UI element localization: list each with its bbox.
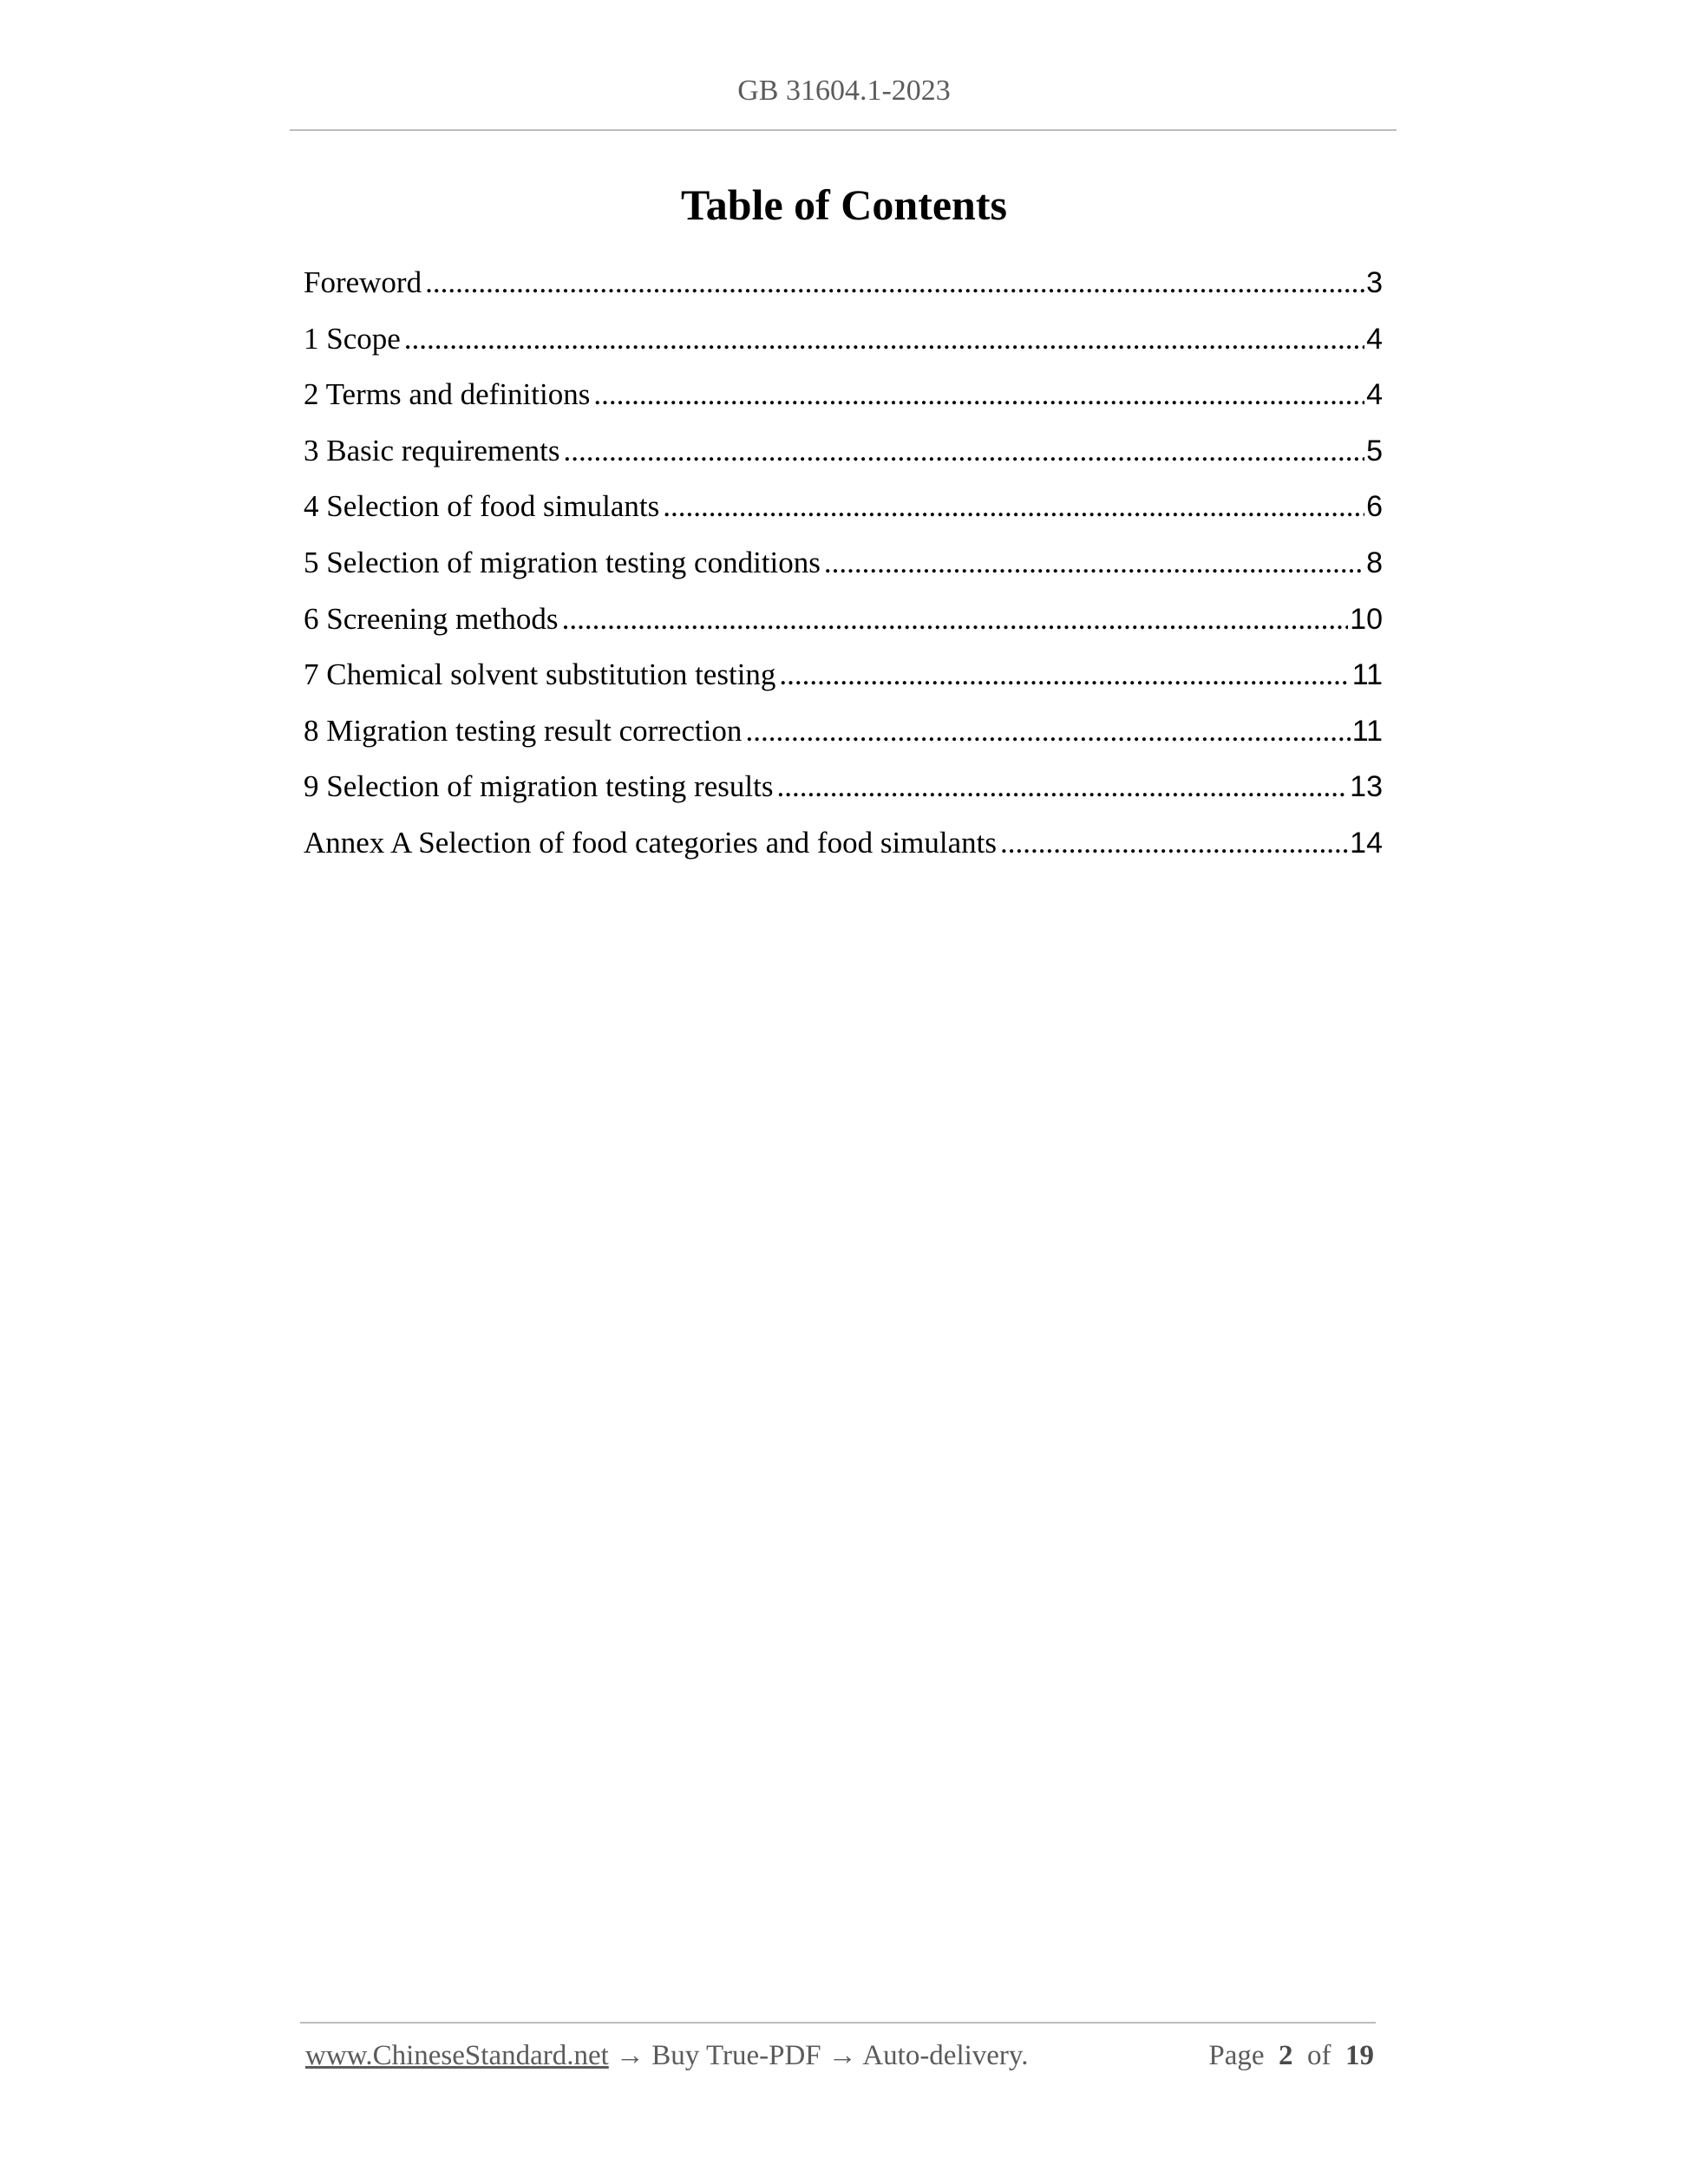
- toc-list: [304, 260, 1383, 877]
- toc-leader-dots: [779, 652, 1350, 697]
- toc-leader-dots: [824, 540, 1364, 585]
- toc-leader-dots: [593, 372, 1364, 417]
- toc-entry-label: 9 Selection of migration testing results: [304, 769, 774, 804]
- header-divider: [290, 129, 1397, 131]
- toc-entry-label: 6 Screening methods: [304, 601, 559, 636]
- toc-entry-page: 11: [1351, 658, 1383, 692]
- toc-leader-dots: [663, 484, 1364, 529]
- toc-entry-page: 6: [1366, 490, 1383, 524]
- arrow-right-icon: →: [828, 2040, 857, 2071]
- page-footer: [305, 2040, 1374, 2072]
- buy-text: Buy True-PDF: [651, 2040, 821, 2071]
- toc-entry-label: 1 Scope: [304, 321, 401, 356]
- page-number: [1208, 2040, 1374, 2072]
- toc-entry-page: 14: [1350, 826, 1383, 860]
- toc-entry-label: Annex A Selection of food categories and food simulants: [304, 825, 998, 860]
- toc-entry[interactable]: [304, 709, 1383, 765]
- toc-entry-label: 4 Selection of food simulants: [304, 489, 660, 524]
- toc-entry-page: 13: [1350, 770, 1383, 804]
- toc-title: Table of Contents: [681, 180, 1007, 229]
- of-word: of: [1307, 2040, 1331, 2071]
- toc-entry[interactable]: [304, 428, 1383, 485]
- page-word: Page: [1208, 2040, 1265, 2071]
- arrow-right-icon: →: [616, 2040, 645, 2071]
- toc-entry-page: 11: [1351, 714, 1383, 748]
- toc-entry-label: 3 Basic requirements: [304, 433, 560, 468]
- delivery-text: Auto-delivery.: [862, 2040, 1029, 2071]
- toc-entry[interactable]: [304, 821, 1383, 877]
- toc-entry-page: 10: [1350, 602, 1383, 636]
- toc-entry[interactable]: [304, 652, 1383, 709]
- toc-entry-label: 7 Chemical solvent substitution testing: [304, 657, 776, 692]
- toc-leader-dots: [745, 709, 1350, 754]
- page-total: 19: [1345, 2040, 1374, 2071]
- footer-divider: [300, 2022, 1376, 2024]
- toc-entry[interactable]: [304, 540, 1383, 597]
- running-header: GB 31604.1-2023: [737, 75, 951, 107]
- toc-leader-dots: [404, 317, 1364, 362]
- toc-entry[interactable]: [304, 260, 1383, 317]
- toc-entry-page: 8: [1366, 546, 1383, 579]
- toc-entry-page: 4: [1366, 322, 1383, 356]
- toc-entry-label: 2 Terms and definitions: [304, 377, 591, 412]
- toc-entry[interactable]: [304, 764, 1383, 821]
- toc-entry[interactable]: [304, 597, 1383, 653]
- toc-entry[interactable]: [304, 484, 1383, 540]
- toc-leader-dots: [563, 428, 1364, 474]
- toc-leader-dots: [562, 597, 1349, 642]
- toc-leader-dots: [425, 260, 1364, 305]
- toc-entry[interactable]: [304, 317, 1383, 373]
- toc-leader-dots: [776, 764, 1348, 809]
- website-link[interactable]: www.ChineseStandard.net: [305, 2040, 609, 2071]
- toc-entry-page: 3: [1366, 266, 1383, 299]
- page-current: 2: [1279, 2040, 1293, 2071]
- toc-entry-label: Foreword: [304, 265, 422, 299]
- footer-promo: [305, 2040, 1029, 2072]
- toc-entry[interactable]: [304, 372, 1383, 428]
- toc-entry-label: 5 Selection of migration testing conditions: [304, 545, 821, 579]
- toc-entry-page: 5: [1366, 434, 1383, 468]
- toc-entry-label: 8 Migration testing result correction: [304, 713, 743, 748]
- toc-entry-page: 4: [1366, 378, 1383, 412]
- toc-leader-dots: [1000, 821, 1348, 866]
